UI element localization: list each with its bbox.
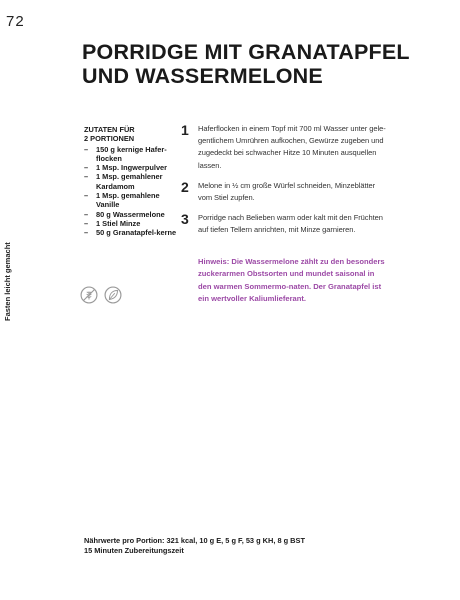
ingredient-item: – 150 g kernige Hafer-flocken xyxy=(84,144,167,163)
vegan-icon xyxy=(80,286,98,304)
diet-icons xyxy=(80,286,122,304)
recipe-title-line2: UND WASSERMELONE xyxy=(82,64,323,88)
step-1 xyxy=(181,123,386,172)
ingredients-heading-line2: 2 PORTIONEN xyxy=(84,134,135,144)
step-number: 3 xyxy=(181,211,189,228)
step-text: Porridge nach Belieben warm oder kalt mit den Früchten auf tiefen Tellern anrichten, mit Minze garnieren. xyxy=(198,213,383,235)
ingredient-item: – 1 Msp. gemahlener Kardamom xyxy=(84,172,163,191)
ingredient-list xyxy=(84,145,179,238)
ingredients-heading-line1: ZUTATEN FÜR xyxy=(84,125,135,134)
ingredients-heading xyxy=(84,125,179,144)
step-text: Haferflocken in einem Topf mit 700 ml Wasser unter gele-gentlichem Umrühren aufkochen, Gewürze zugeben und zugedeckt bei schwacher Hitze 10 Minuten ausquellen lassen. xyxy=(198,124,386,170)
preparation-steps xyxy=(181,123,386,245)
step-3 xyxy=(181,212,386,236)
nutrition-values: Nährwerte pro Portion: 321 kcal, 10 g E, 5 g F, 53 g KH, 8 g BST xyxy=(84,536,305,545)
nutrition-info xyxy=(84,536,305,556)
hint-note: Hinweis: Die Wassermelone zählt zu den besonders zuckerarmen Obstsorten und mundet saisonal in den warmen Sommermo-naten. Der Granatapfel ist ein wertvoller Kaliumlieferant. xyxy=(198,257,385,303)
step-2 xyxy=(181,180,386,204)
recipe-title-line1: PORRIDGE MIT GRANATAPFEL xyxy=(82,40,410,64)
page-number: 72 xyxy=(6,13,25,30)
ingredient-item: – 50 g Granatapfel-kerne xyxy=(84,228,177,238)
side-label xyxy=(1,242,13,323)
ingredient-item: – 1 Msp. gemahlene Vanille xyxy=(84,191,160,210)
preparation-time: 15 Minuten Zubereitungszeit xyxy=(84,546,184,555)
step-number: 1 xyxy=(181,122,189,138)
step-text: Melone in ½ cm große Würfel schneiden, Minzeblätter vom Stiel zupfen. xyxy=(198,180,376,203)
ingredient-item: – 1 Stiel Minze xyxy=(84,218,141,228)
step-number: 2 xyxy=(181,178,189,195)
ingredient-item: – 80 g Wassermelone xyxy=(84,209,165,219)
gluten-free-icon xyxy=(104,286,122,304)
recipe-title xyxy=(82,40,452,88)
ingredients-block xyxy=(84,125,179,238)
side-label-text: Fasten leicht gemacht xyxy=(3,242,12,321)
ingredient-item: – 1 Msp. Ingwerpulver xyxy=(84,163,168,173)
